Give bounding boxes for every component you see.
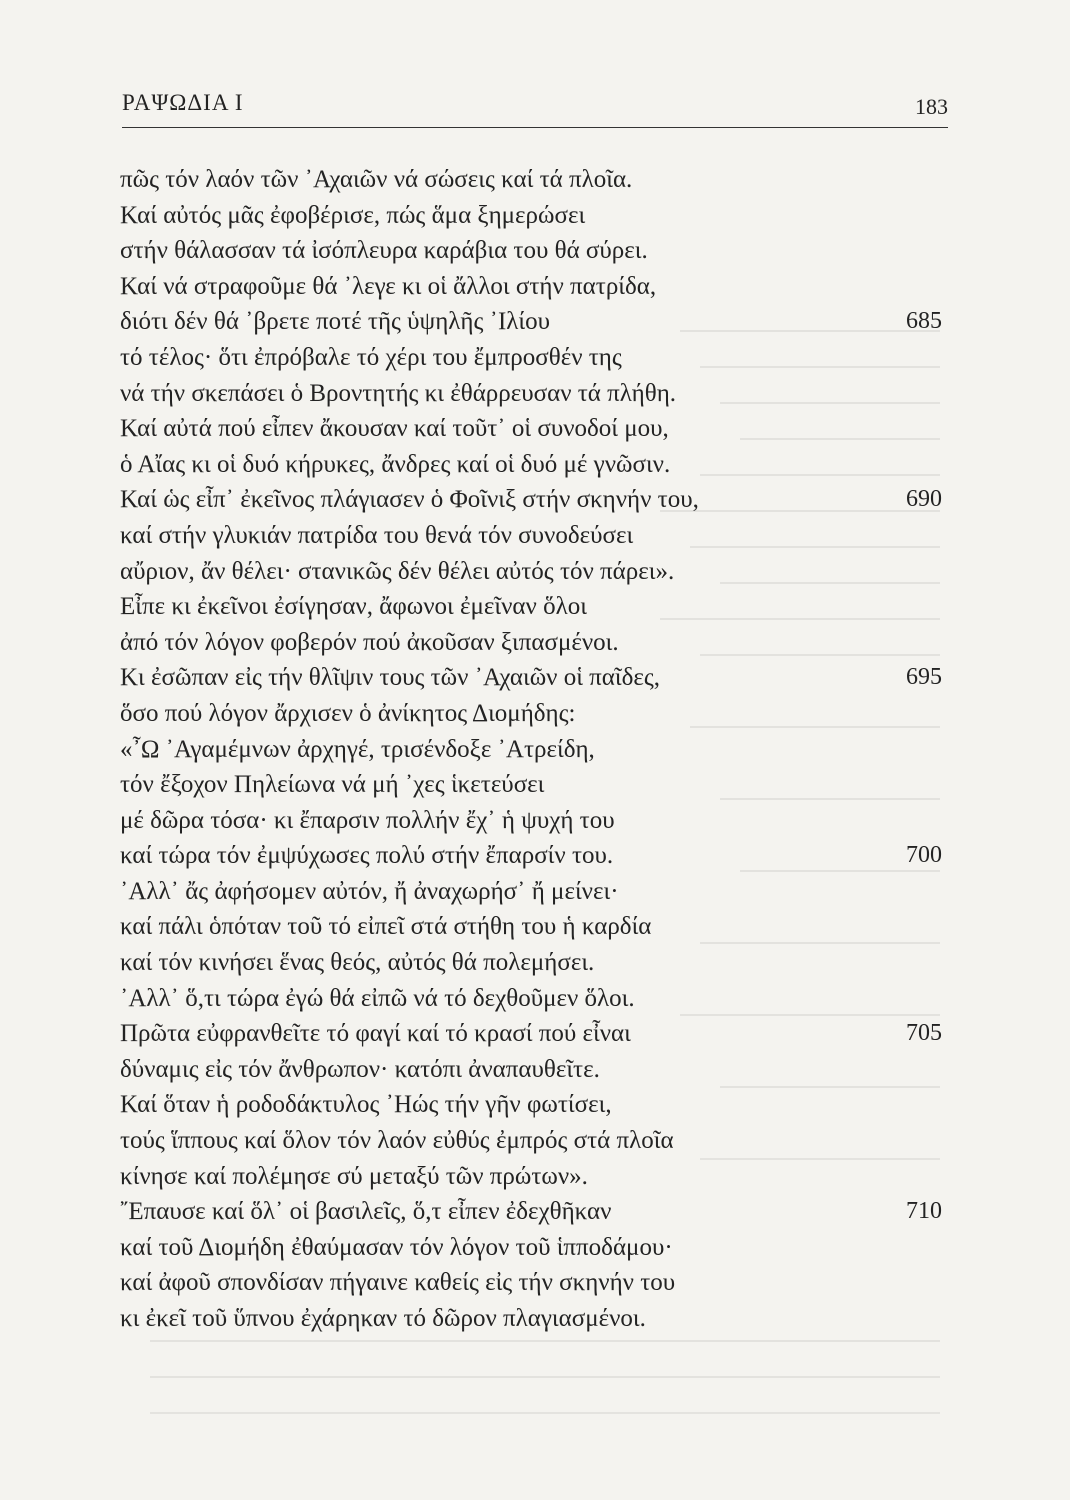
header-rule xyxy=(122,127,948,128)
verse-text: καί στήν γλυκιάν πατρίδα του θενά τόν συνοδεύσει xyxy=(120,521,634,549)
verse-line xyxy=(120,1123,942,1159)
verse-text: ὁ Αἴας κι οἱ δυό κήρυκες, ἄνδρες καί οἱ δυό μέ γνῶσιν. xyxy=(120,450,671,478)
verse-text: καί τοῦ Διομήδη ἐθαύμασαν τόν λόγον τοῦ ἱπποδάμου· xyxy=(120,1233,673,1261)
verse-line xyxy=(120,518,942,554)
verse-text: Κι ἐσῶπαν εἰς τήν θλῖψιν τους τῶν ᾽Αχαιῶν οἱ παῖδες, xyxy=(120,664,661,692)
verse-text: Καί αὐτά πού εἶπεν ἄκουσαν καί τοῦτ᾽ οἱ συνοδοί μου, xyxy=(120,415,669,443)
verse-text: ὅσο πού λόγον ἄρχισεν ὁ ἀνίκητος Διομήδης: xyxy=(120,699,576,727)
verse-line xyxy=(120,411,942,447)
verse-text: «῏Ω ᾽Αγαμέμνων ἀρχηγέ, τρισένδοξε ᾽Ατρείδη, xyxy=(120,735,595,763)
verse-text: μέ δῶρα τόσα· κι ἔπαρσιν πολλήν ἔχ᾽ ἡ ψυχή του xyxy=(120,806,615,834)
verse-line xyxy=(120,660,942,696)
verse-line xyxy=(120,732,942,768)
verse-line xyxy=(120,625,942,661)
verse-text: νά τήν σκεπάσει ὁ Βροντητής κι ἐθάρρευσαν τά πλήθη. xyxy=(120,379,677,407)
verse-line xyxy=(120,340,942,376)
verse-line xyxy=(120,1301,942,1337)
verse-line xyxy=(120,945,942,981)
verse-line xyxy=(120,198,942,234)
line-number: 705 xyxy=(906,1020,942,1047)
verse-line xyxy=(120,874,942,910)
verse-block xyxy=(120,162,942,1337)
verse-text: στήν θάλασσαν τά ἰσόπλευρα καράβια του θά σύρει. xyxy=(120,237,648,265)
verse-text: Καί ὅταν ἡ ροδοδάκτυλος ᾽Ηώς τήν γῆν φωτίσει, xyxy=(120,1091,612,1119)
verse-text: τόν ἔξοχον Πηλείωνα νά μή ᾽χες ἱκετεύσει xyxy=(120,771,545,799)
verse-line xyxy=(120,838,942,874)
verse-text: ᾽Αλλ᾽ ἄς ἀφήσομεν αὐτόν, ἤ ἀναχωρήσ᾽ ἤ μείνει· xyxy=(120,877,619,905)
verse-line xyxy=(120,1016,942,1052)
line-number: 695 xyxy=(906,664,942,691)
verse-text: ἀπό τόν λόγον φοβερόν πού ἀκοῦσαν ξιπασμένοι. xyxy=(120,628,619,656)
line-number: 690 xyxy=(906,486,942,513)
page-header xyxy=(122,90,948,130)
verse-line xyxy=(120,1087,942,1123)
verse-text: καί τόν κινήσει ἕνας θεός, αὐτός θά πολεμήσει. xyxy=(120,949,595,977)
running-head-title: ΡΑΨΩΔΙΑ Ι xyxy=(122,90,244,115)
verse-line xyxy=(120,269,942,305)
verse-line xyxy=(120,376,942,412)
verse-line xyxy=(120,233,942,269)
verse-line xyxy=(120,1265,942,1301)
verse-line xyxy=(120,767,942,803)
verse-text: αὔριον, ἄν θέλει· στανικῶς δέν θέλει αὐτός τόν πάρει». xyxy=(120,557,675,585)
verse-text: ᾽Αλλ᾽ ὅ,τι τώρα ἐγώ θά εἰπῶ νά τό δεχθοῦμεν ὅλοι. xyxy=(120,984,635,1012)
verse-text: καί πάλι ὁπόταν τοῦ τό εἰπεῖ στά στήθη του ἡ καρδία xyxy=(120,913,652,941)
verse-text: ῎Επαυσε καί ὅλ᾽ οἱ βασιλεῖς, ὅ,τ εἶπεν ἐδεχθῆκαν xyxy=(120,1198,612,1226)
page-number: 183 xyxy=(915,94,948,119)
verse-text: πῶς τόν λαόν τῶν ᾿Αχαιῶν νά σώσεις καί τά πλοῖα. xyxy=(120,166,633,193)
verse-text: τούς ἵππους καί ὅλον τόν λαόν εὐθύς ἐμπρός στά πλοῖα xyxy=(120,1127,674,1155)
verse-line xyxy=(120,162,942,198)
verse-line xyxy=(120,304,942,340)
verse-text: διότι δέν θά ᾽βρετε ποτέ τῆς ὑψηλῆς ᾽Ιλίου xyxy=(120,308,551,336)
verse-text: Εἶπε κι ἐκεῖνοι ἐσίγησαν, ἄφωνοι ἐμεῖναν ὅλοι xyxy=(120,593,587,621)
verse-line xyxy=(120,1052,942,1088)
verse-text: κι ἐκεῖ τοῦ ὕπνου ἐχάρηκαν τό δῶρον πλαγιασμένοι. xyxy=(120,1305,646,1332)
verse-text: καί ἀφοῦ σπονδίσαν πήγαινε καθείς εἰς τήν σκηνήν του xyxy=(120,1269,676,1297)
verse-text: Πρῶτα εὐφρανθεῖτε τό φαγί καί τό κρασί πού εἶναι xyxy=(120,1020,631,1048)
line-number: 700 xyxy=(906,842,942,869)
verse-line xyxy=(120,482,942,518)
verse-text: κίνησε καί πολέμησε σύ μεταξύ τῶν πρώτων». xyxy=(120,1162,588,1190)
verse-line xyxy=(120,1194,942,1230)
verse-line xyxy=(120,554,942,590)
line-number: 710 xyxy=(906,1198,942,1225)
verse-line xyxy=(120,981,942,1017)
verse-text: καί τώρα τόν ἐμψύχωσες πολύ στήν ἔπαρσίν του. xyxy=(120,842,614,870)
verse-line xyxy=(120,909,942,945)
verse-text: Καί ὡς εἶπ᾽ ἐκεῖνος πλάγιασεν ὁ Φοῖνιξ στήν σκηνήν του, xyxy=(120,486,699,514)
line-number: 685 xyxy=(906,308,942,335)
verse-line xyxy=(120,447,942,483)
verse-line xyxy=(120,696,942,732)
verse-text: δύναμις εἰς τόν ἄνθρωπον· κατόπι ἀναπαυθεῖτε. xyxy=(120,1055,600,1083)
verse-line xyxy=(120,589,942,625)
verse-text: Καί νά στραφοῦμε θά ᾽λεγε κι οἱ ἄλλοι στήν πατρίδα, xyxy=(120,272,657,300)
verse-text: τό τέλος· ὅτι ἐπρόβαλε τό χέρι του ἔμπροσθέν της xyxy=(120,343,622,371)
verse-line xyxy=(120,803,942,839)
verse-line xyxy=(120,1159,942,1195)
verse-line xyxy=(120,1230,942,1266)
verse-text: Καί αὐτός μᾶς ἐφοβέρισε, πώς ἅμα ξημερώσει xyxy=(120,201,586,229)
